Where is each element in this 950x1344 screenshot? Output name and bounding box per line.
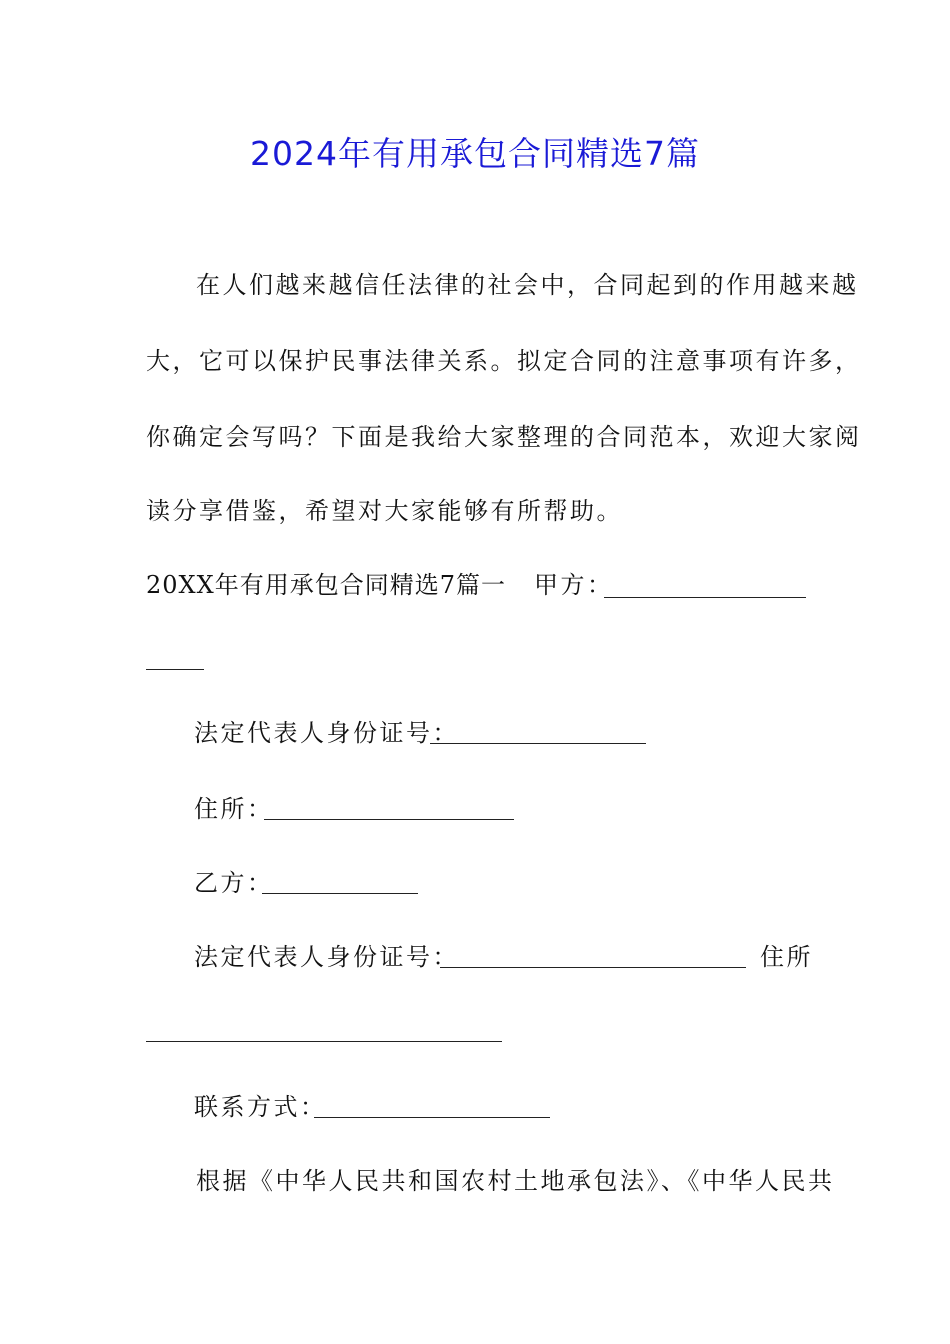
intro-line-4: 读分享借鉴，希望对大家能够有所帮助。 xyxy=(146,497,623,525)
party-a-blank-continued[interactable] xyxy=(146,668,204,670)
intro-line-3: 你确定会写吗？下面是我给大家整理的合同范本，欢迎大家阅 xyxy=(146,423,862,451)
section-heading: 20XX年有用承包合同精选7篇一 xyxy=(146,571,506,599)
party-a-blank[interactable] xyxy=(604,596,806,598)
basis-line: 根据《中华人民共和国农村土地承包法》、《中华人民共 xyxy=(196,1167,835,1195)
intro-line-2: 大，它可以保护民事法律关系。拟定合同的注意事项有许多， xyxy=(146,347,862,375)
address-label-b: 住所 xyxy=(760,943,813,971)
document-title: 2024年有用承包合同精选7篇 xyxy=(250,134,700,173)
legal-rep-id-blank-b[interactable] xyxy=(440,966,746,968)
contact-blank[interactable] xyxy=(314,1116,550,1118)
legal-rep-id-label-a: 法定代表人身份证号： xyxy=(194,719,459,747)
address-blank-a[interactable] xyxy=(264,818,514,820)
party-a-label: 甲方： xyxy=(534,571,614,599)
legal-rep-id-blank-a[interactable] xyxy=(430,742,646,744)
party-b-label: 乙方： xyxy=(194,869,274,897)
party-b-blank[interactable] xyxy=(262,892,418,894)
intro-line-1: 在人们越来越信任法律的社会中，合同起到的作用越来越 xyxy=(196,271,859,299)
contact-label: 联系方式： xyxy=(194,1093,327,1121)
address-blank-b[interactable] xyxy=(146,1040,502,1042)
address-label-a: 住所： xyxy=(194,795,274,823)
legal-rep-id-label-b: 法定代表人身份证号： xyxy=(194,943,459,971)
